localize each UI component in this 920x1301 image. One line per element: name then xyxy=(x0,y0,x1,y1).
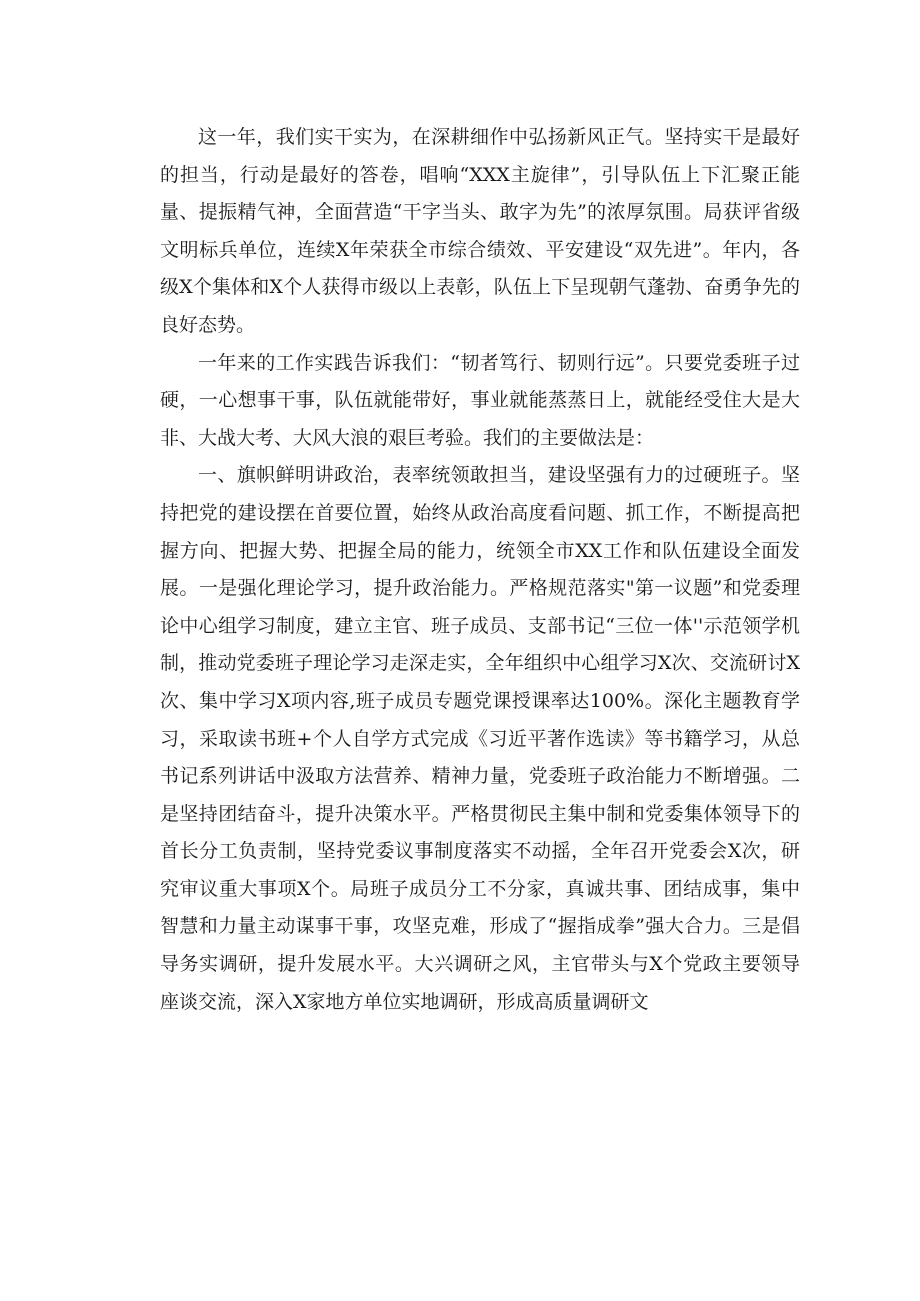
paragraph-section-one: 一、旗帜鲜明讲政治，表率统领敢担当，建设坚强有力的过硬班子。坚持把党的建设摆在首要位置，始终从政治高度看问题、抓工作，不断提高把握方向、把握大势、把握全局的能力，统领全市XX工作和队伍建设全面发展。一是强化理论学习，提升政治能力。严格规范落实"第一议题”和党委理论中心组学习制度，建立主官、班子成员、支部书记“三位一体''示范领学机制，推动党委班子理论学习走深走实，全年组织中心组学习X次、交流研讨X次、集中学习X项内容,班子成员专题党课授课率达100%。深化主题教育学习，采取读书班+个人自学方式完成《习近平著作选读》等书籍学习，从总书记系列讲话中汲取方法营养、精神力量，党委班子政治能力不断增强。二是坚持团结奋斗，提升决策水平。严格贯彻民主集中制和党委集体领导下的首长分工负责制，坚持党委议事制度落实不动摇，全年召开党委会X次，研究审议重大事项X个。局班子成员分工不分家，真诚共事、团结成事，集中智慧和力量主动谋事干事，攻坚克难，形成了“握指成拳”强大合力。三是倡导务实调研，提升发展水平。大兴调研之风，主官带头与X个党政主要领导座谈交流，深入X家地方单位实地调研，形成高质量调研文 xyxy=(160,464,800,1013)
document-body xyxy=(160,119,800,1021)
paragraph-experience: 一年来的工作实践告诉我们：“韧者笃行、韧则行远”。只要党委班子过硬，一心想事干事，队伍就能带好，事业就能蒸蒸日上，就能经受住大是大非、大战大考、大风大浪的艰巨考验。我们的主要做法是： xyxy=(160,351,800,449)
paragraph-achievements: 这一年，我们实干实为，在深耕细作中弘扬新风正气。坚持实干是最好的担当，行动是最好的答卷，唱响“XXX主旋律”，引导队伍上下汇聚正能量、提振精气神，全面营造“干字当头、敢字为先”的浓厚氛围。局获评省级文明标兵单位，连续X年荣获全市综合绩效、平安建设“双先进”。年内，各级X个集体和X个人获得市级以上表彰，队伍上下呈现朝气蓬勃、奋勇争先的良好态势。 xyxy=(160,126,800,336)
